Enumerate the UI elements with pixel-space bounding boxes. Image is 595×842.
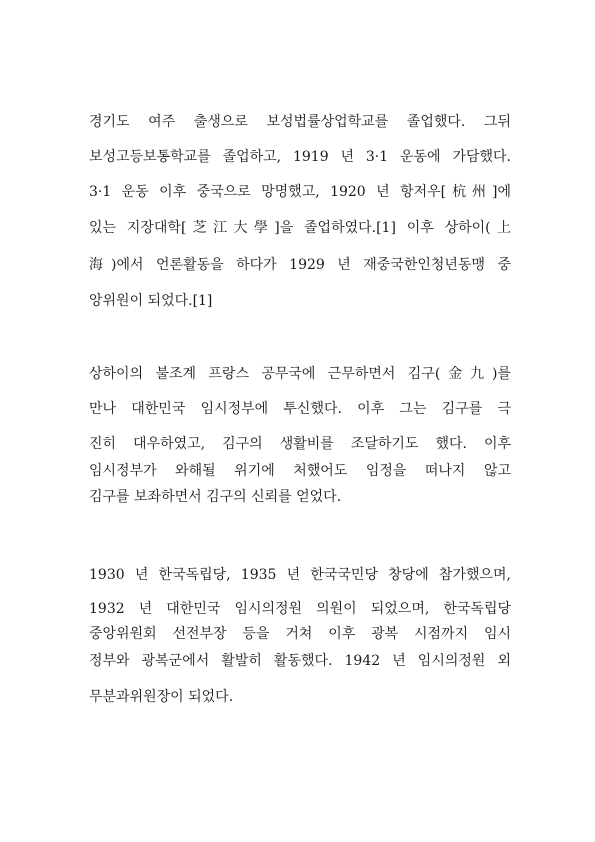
paragraph-line: 상하이의 불조계 프랑스 공무국에 근무하면서 김구(金九)를 — [89, 366, 511, 382]
paragraph-line: 앙위원이 되었다.[1] — [89, 293, 213, 309]
paragraph-line: 1932 년 대한민국 임시의정원 의원이 되었으며, 한국독립당 — [89, 601, 511, 617]
paragraph-line: 중앙위원회 선전부장 등을 거쳐 이후 광복 시점까지 임시 — [89, 626, 511, 642]
paragraph-line: 정부와 광복군에서 활발히 활동했다. 1942 년 임시의정원 외 — [89, 653, 511, 669]
paragraph-line: 경기도 여주 출생으로 보성법률상업학교를 졸업했다. 그뒤 — [89, 114, 511, 130]
paragraph-line: 1930 년 한국독립당, 1935 년 한국국민당 창당에 참가했으며, — [89, 567, 511, 583]
paragraph-line: 보성고등보통학교를 졸업하고, 1919 년 3·1 운동에 가담했다. — [89, 149, 511, 165]
paragraph-line: 임시정부가 와해될 위기에 처했어도 임정을 떠나지 않고 — [89, 463, 511, 479]
paragraph-line: 김구를 보좌하면서 김구의 신뢰를 얻었다. — [89, 489, 342, 505]
paragraph-line: 海)에서 언론활동을 하다가 1929 년 재중국한인청년동맹 중 — [89, 257, 511, 273]
paragraph-line: 3·1 운동 이후 중국으로 망명했고, 1920 년 항저우[杭州]에 — [89, 184, 511, 200]
paragraph-line: 만나 대한민국 임시정부에 투신했다. 이후 그는 김구를 극 — [89, 401, 511, 417]
paragraph-line: 무분과위원장이 되었다. — [89, 689, 234, 705]
paragraph-line: 있는 지장대학[芝江大學]을 졸업하였다.[1] 이후 상하이(上 — [89, 220, 511, 236]
paragraph-line: 진히 대우하였고, 김구의 생활비를 조달하기도 했다. 이후 — [89, 436, 511, 452]
